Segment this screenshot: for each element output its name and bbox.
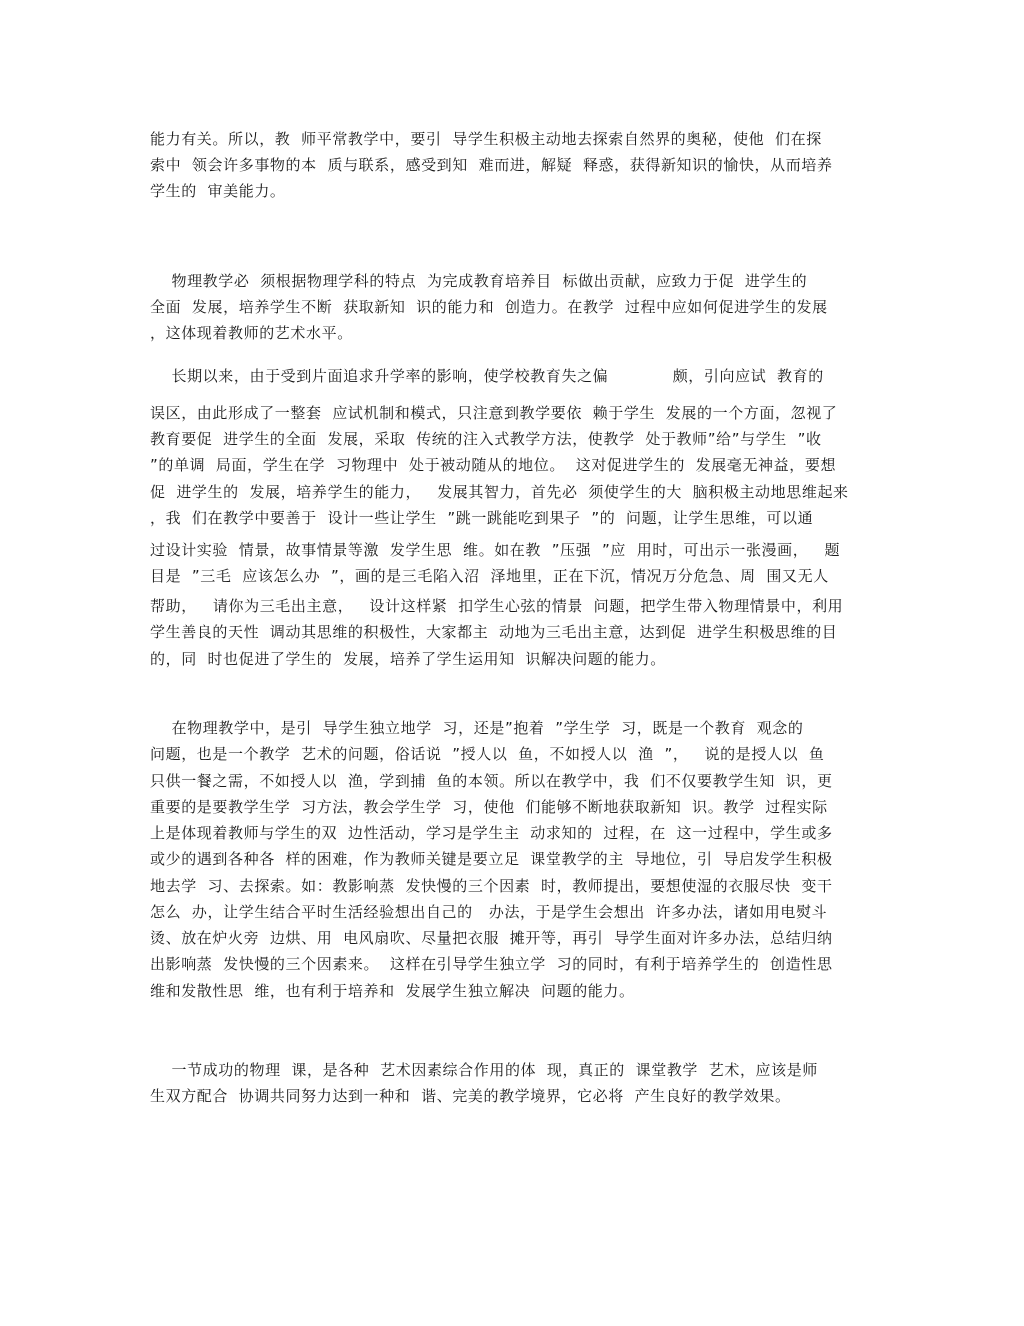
paragraph-3-line-2: 误区，由此形成了一整套 应试机制和模式，只注意到教学要依 赖于学生 发展的一个方面，忽视了 bbox=[150, 404, 838, 422]
paragraph-3-line-6: ，我 们在教学中要善于 设计一些让学生 ”跳一跳能吃到果子 ”的 问题，让学生思维，可以通 bbox=[150, 509, 814, 527]
paragraph-1-line-3: 学生的 审美能力。 bbox=[150, 182, 286, 200]
paragraph-4-line-11: 维和发散性思 维，也有利于培养和 发展学生独立解决 问题的能力。 bbox=[150, 982, 635, 1000]
paragraph-5-line-2: 生双方配合 协调共同努力达到一种和 谐、完美的教学境界，它必将 产生良好的教学效果。 bbox=[150, 1087, 791, 1105]
paragraph-3-line-9: 帮助， 请你为三毛出主意， 设计这样紧 扣学生心弦的情景 问题，把学生带入物理情景中，利用 bbox=[150, 597, 844, 615]
paragraph-3-line-3: 教育要促 进学生的全面 发展，采取 传统的注入式教学方法，使教学 处于教师”给”与学生 ”收 bbox=[150, 430, 822, 448]
paragraph-4-line-9: 烫、放在炉火旁 边烘、用 电风扇吹、尽量把衣服 摊开等，再引 导学生面对许多办法，总结归纳 bbox=[150, 929, 833, 947]
paragraph-3-line-4: ”的单调 局面，学生在学 习物理中 处于被动随从的地位。 这对促进学生的 发展毫无神益，要想 bbox=[150, 456, 837, 474]
paragraph-4-line-2: 问题，也是一个教学 艺术的问题，俗话说 ”授人以 鱼，不如授人以 渔 ”， 说的是授人以 鱼 bbox=[150, 745, 825, 763]
paragraph-5-line-1: 一节成功的物理 课，是各种 艺术因素综合作用的体 现，真正的 课堂教学 艺术，应该是师 bbox=[150, 1061, 818, 1079]
paragraph-4-line-6: 或少的遇到各种各 样的困难，作为教师关键是要立足 课堂教学的主 导地位，引 导启发学生积极 bbox=[150, 850, 833, 868]
paragraph-3-line-1: 长期以来，由于受到片面追求升学率的影响，使学校教育失之偏 颇，引向应试 教育的 bbox=[150, 367, 824, 385]
paragraph-2-line-2: 全面 发展，培养学生不断 获取新知 识的能力和 创造力。在教学 过程中应如何促进学生的发展 bbox=[150, 298, 828, 316]
paragraph-2-line-1: 物理教学必 须根据物理学科的特点 为完成教育培养目 标做出贡献，应致力于促 进学生的 bbox=[150, 272, 808, 290]
paragraph-4-line-1: 在物理教学中，是引 导学生独立地学 习，还是”抱着 ”学生学 习，既是一个教育 观念的 bbox=[150, 719, 804, 737]
paragraph-4-line-5: 上是体现着教师与学生的双 边性活动，学习是学生主 动求知的 过程，在 这一过程中，学生或多 bbox=[150, 824, 833, 842]
paragraph-1-line-2: 索中 领会许多事物的本 质与联系，感受到知 难而进，解疑 释惑，获得新知识的愉快，从而培养 bbox=[150, 156, 833, 174]
paragraph-4-line-4: 重要的是要教学生学 习方法，教会学生学 习，使他 们能够不断地获取新知 识。教学 过程实际 bbox=[150, 798, 828, 816]
paragraph-4-line-10: 出影响蒸 发快慢的三个因素来。 这样在引导学生独立学 习的同时，有利于培养学生的 创造性思 bbox=[150, 955, 833, 973]
paragraph-1-line-1: 能力有关。所以，教 师平常教学中，要引 导学生积极主动地去探索自然界的奥秘，使他 们在探 bbox=[150, 130, 822, 148]
paragraph-2-line-3: ，这体现着教师的艺术水平。 bbox=[150, 324, 353, 342]
paragraph-3-line-10: 学生善良的天性 调动其思维的积极性，大家都主 动地为三毛出主意，达到促 进学生积极思维的目 bbox=[150, 623, 838, 641]
paragraph-3-line-7: 过设计实验 情景，故事情景等激 发学生思 维。如在教 ”压强 ”应 用时，可出示一张漫画， 题 bbox=[150, 541, 841, 559]
paragraph-3-line-5: 促 进学生的 发展，培养学生的能力， 发展其智力，首先必 须使学生的大 脑积极主动地思维起来 bbox=[150, 483, 849, 501]
paragraph-4-line-8: 怎么 办，让学生结合平时生活经验想出自己的 办法，于是学生会想出 许多办法，诸如用电熨斗 bbox=[150, 903, 828, 921]
paragraph-3-line-11: 的，同 时也促进了学生的 发展，培养了学生运用知 识解决问题的能力。 bbox=[150, 650, 666, 668]
paragraph-4-line-3: 只供一餐之需，不如授人以 渔，学到捕 鱼的本领。所以在教学中，我 们不仅要教学生知 识，更 bbox=[150, 772, 833, 790]
paragraph-4-line-7: 地去学 习、去探索。如：教影响蒸 发快慢的三个因素 时，教师提出，要想使湿的衣服尽快 变干 bbox=[150, 877, 833, 895]
paragraph-3-line-8: 目是 ”三毛 应该怎么办 ”，画的是三毛陷入沼 泽地里，正在下沉，情况万分危急、周 围又无人 bbox=[150, 567, 829, 585]
